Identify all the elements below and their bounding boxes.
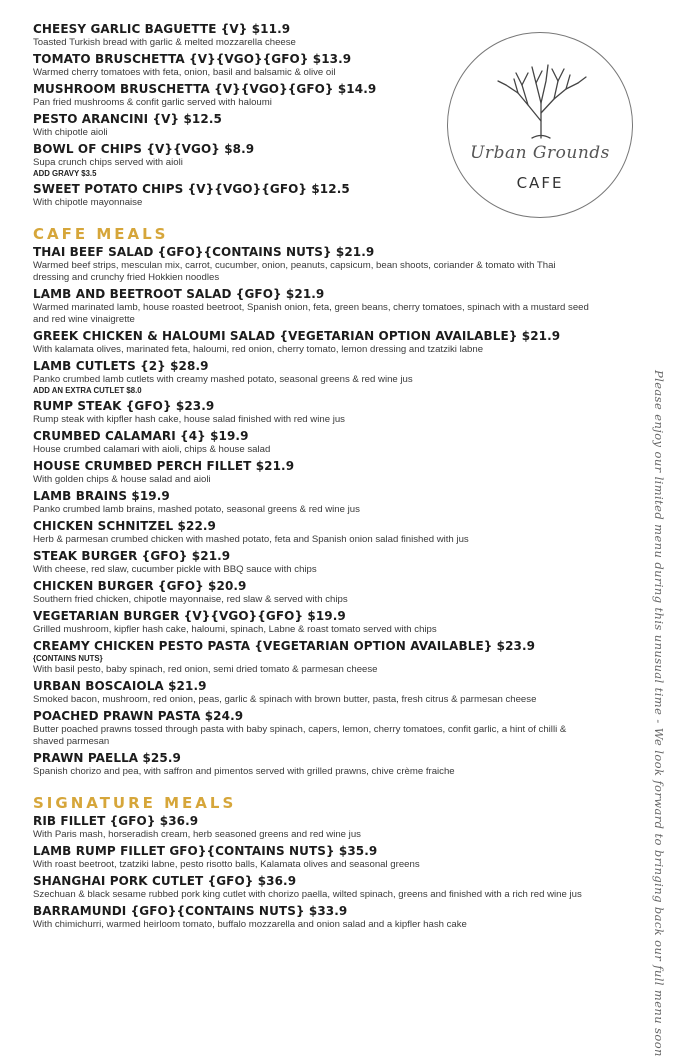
menu-item-description: Southern fried chicken, chipotle mayonnaise, red slaw & served with chips <box>33 594 348 605</box>
menu-item-title: CRUMBED CALAMARI {4} $19.9 <box>33 429 249 443</box>
menu-item-title: TOMATO BRUSCHETTA {V}{VGO}{GFO} $13.9 <box>33 52 352 66</box>
menu-item-description: Butter poached prawns tossed through pasta with baby spinach, capers, lemon, cherry tomatoes, confit garlic, a hint of chilli & shaved parmesan <box>33 724 567 747</box>
menu-item <box>33 874 593 901</box>
menu-item-title: CHICKEN BURGER {GFO} $20.9 <box>33 579 247 593</box>
menu-item-description: Warmed beef strips, mesculan mix, carrot, cucumber, onion, peanuts, capsicum, bean shoots, coriander & tomato with Thai dressing and crunchy fried Hokkien noodles <box>33 260 556 283</box>
menu-item-title: SWEET POTATO CHIPS {V}{VGO}{GFO} $12.5 <box>33 182 350 196</box>
menu-item-description: Pan fried mushrooms & confit garlic served with haloumi <box>33 97 272 108</box>
menu-item-title: BOWL OF CHIPS {V}{VGO} $8.9 <box>33 142 255 156</box>
menu-item-description: Warmed marinated lamb, house roasted beetroot, Spanish onion, feta, green beans, cherry tomatoes, spinach with a mustard seed and red wine vinaigrette <box>33 302 589 325</box>
cafe-meals-list <box>33 245 593 778</box>
signature-meals-list <box>33 814 593 931</box>
menu-item-extra: ADD AN EXTRA CUTLET $8.0 <box>33 386 142 395</box>
menu-item-description: Supa crunch chips served with aioli <box>33 157 183 168</box>
menu-item <box>33 904 593 931</box>
menu-item-description: With Paris mash, horseradish cream, herb seasoned greens and red wine jus <box>33 829 361 840</box>
menu-item-description: Szechuan & black sesame rubbed pork king cutlet with chorizo paella, wilted spinach, greens and finished with a rich red wine jus <box>33 889 582 900</box>
menu-item-title: THAI BEEF SALAD {GFO}{CONTAINS NUTS} $21.9 <box>33 245 375 259</box>
menu-item <box>33 359 593 396</box>
menu-item-description: Panko crumbed lamb brains, mashed potato, seasonal greens & red wine jus <box>33 504 360 515</box>
menu-item-description: Panko crumbed lamb cutlets with creamy mashed potato, seasonal greens & red wine jus <box>33 374 413 385</box>
menu-item-title: LAMB RUMP FILLET GFO}{CONTAINS NUTS} $35.9 <box>33 844 378 858</box>
menu-item-title: LAMB CUTLETS {2} $28.9 <box>33 359 209 373</box>
menu-item-title: BARRAMUNDI {GFO}{CONTAINS NUTS} $33.9 <box>33 904 348 918</box>
menu-item-extra: {CONTAINS NUTS} <box>33 654 103 663</box>
menu-item <box>33 287 593 326</box>
menu-item <box>33 844 593 871</box>
menu-item <box>33 459 593 486</box>
menu-item <box>33 639 593 676</box>
menu-item-title: GREEK CHICKEN & HALOUMI SALAD {VEGETARIAN OPTION AVAILABLE} $21.9 <box>33 329 561 343</box>
menu-item-title: POACHED PRAWN PASTA $24.9 <box>33 709 244 723</box>
menu-item-description: Smoked bacon, mushroom, red onion, peas, garlic & spinach with brown butter, pasta, fresh citrus & parmesan cheese <box>33 694 537 705</box>
menu-item-description: Grilled mushroom, kipfler hash cake, haloumi, spinach, Labne & roast tomato served with chips <box>33 624 437 635</box>
menu-item <box>33 489 593 516</box>
menu-item-description: With golden chips & house salad and aioli <box>33 474 211 485</box>
menu-item <box>33 751 593 778</box>
menu-item-extra: ADD GRAVY $3.5 <box>33 169 97 178</box>
menu-item <box>33 709 593 748</box>
menu-item <box>33 609 593 636</box>
menu-item-title: RIB FILLET {GFO} $36.9 <box>33 814 199 828</box>
menu-item-description: Warmed cherry tomatoes with feta, onion, basil and balsamic & olive oil <box>33 67 336 78</box>
logo-script-text: Urban Grounds <box>470 143 610 163</box>
menu-item <box>33 245 593 284</box>
logo-cafe-text: CAFE <box>516 174 564 192</box>
menu-item-description: Herb & parmesan crumbed chicken with mashed potato, feta and Spanish onion salad finished with jus <box>33 534 469 545</box>
menu-item <box>33 679 593 706</box>
menu-item-title: PRAWN PAELLA $25.9 <box>33 751 181 765</box>
menu-item-description: Toasted Turkish bread with garlic & melted mozzarella cheese <box>33 37 296 48</box>
menu-item <box>33 579 593 606</box>
menu-item-description: With cheese, red slaw, cucumber pickle with BBQ sauce with chips <box>33 564 317 575</box>
menu-item-description: With chipotle aioli <box>33 127 108 138</box>
menu-item-title: CHICKEN SCHNITZEL $22.9 <box>33 519 217 533</box>
menu-item-title: MUSHROOM BRUSCHETTA {V}{VGO}{GFO} $14.9 <box>33 82 377 96</box>
menu-item-description: House crumbed calamari with aioli, chips & house salad <box>33 444 271 455</box>
menu-item-title: LAMB AND BEETROOT SALAD {GFO} $21.9 <box>33 287 325 301</box>
menu-item-description: With chipotle mayonnaise <box>33 197 143 208</box>
menu-item-title: RUMP STEAK {GFO} $23.9 <box>33 399 215 413</box>
menu-item-title: CREAMY CHICKEN PESTO PASTA {VEGETARIAN OPTION AVAILABLE} $23.9 <box>33 639 536 653</box>
menu-item-title: VEGETARIAN BURGER {V}{VGO}{GFO} $19.9 <box>33 609 346 623</box>
menu-item <box>33 329 593 356</box>
menu-item <box>33 549 593 576</box>
side-note: Please enjoy our limited menu during this unusual time - We look forward to bringing back our full menu soon <box>652 370 666 1057</box>
menu-item-title: PESTO ARANCINI {V} $12.5 <box>33 112 222 126</box>
menu-item <box>33 814 593 841</box>
menu-item-description: Spanish chorizo and pea, with saffron and pimentos served with grilled prawns, chive crème fraiche <box>33 766 455 777</box>
menu-item-description: With kalamata olives, marinated feta, haloumi, red onion, cherry tomato, lemon dressing and tzatziki labne <box>33 344 484 355</box>
signature-meals-heading: SIGNATURE MEALS <box>33 794 237 812</box>
cafe-meals-heading: CAFE MEALS <box>33 225 169 243</box>
menu-item <box>33 399 593 426</box>
menu-item-title: STEAK BURGER {GFO} $21.9 <box>33 549 231 563</box>
menu-item-title: URBAN BOSCAIOLA $21.9 <box>33 679 207 693</box>
menu-item-description: With chimichurri, warmed heirloom tomato, buffalo mozzarella and onion salad and a kipfler hash cake <box>33 919 467 930</box>
menu-item-title: HOUSE CRUMBED PERCH FILLET $21.9 <box>33 459 295 473</box>
menu-item-title: LAMB BRAINS $19.9 <box>33 489 170 503</box>
menu-item-title: CHEESY GARLIC BAGUETTE {V} $11.9 <box>33 22 291 36</box>
menu-item <box>33 429 593 456</box>
urban-grounds-logo <box>447 32 633 218</box>
menu-item-description: With roast beetroot, tzatziki labne, pesto risotto balls, Kalamata olives and seasonal greens <box>33 859 420 870</box>
menu-item <box>33 519 593 546</box>
menu-item-title: SHANGHAI PORK CUTLET {GFO} $36.9 <box>33 874 297 888</box>
menu-item-description: With basil pesto, baby spinach, red onion, semi dried tomato & parmesan cheese <box>33 664 378 675</box>
menu-item-description: Rump steak with kipfler hash cake, house salad finished with red wine jus <box>33 414 345 425</box>
